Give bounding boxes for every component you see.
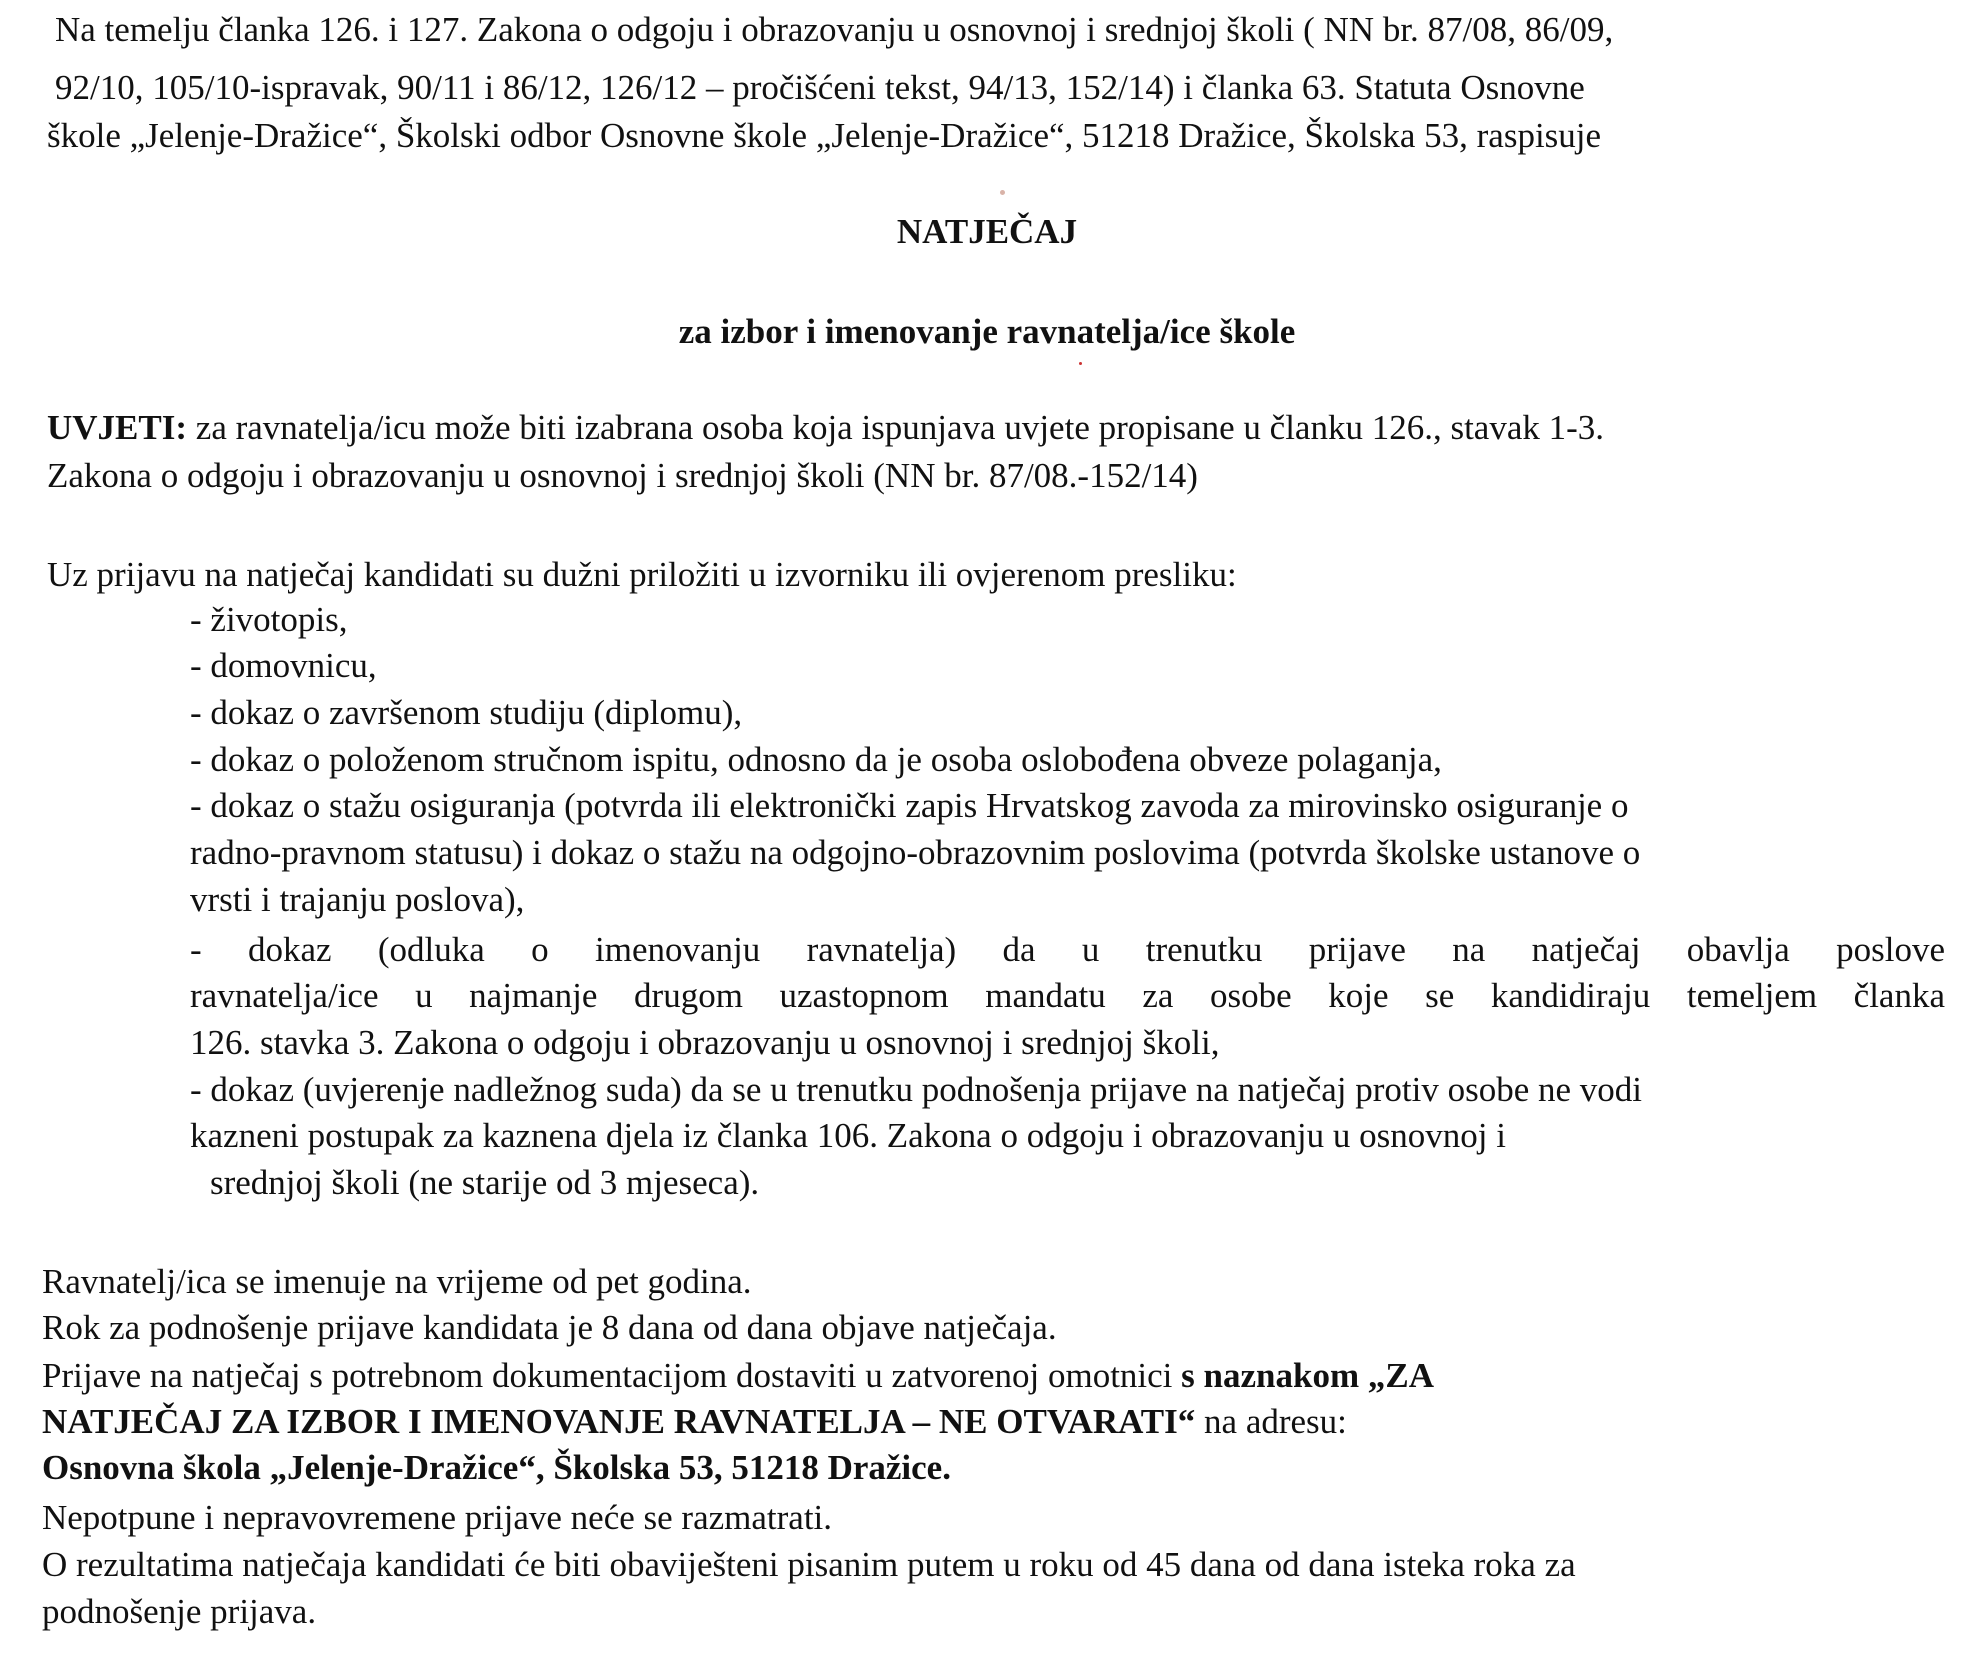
attachment-item: - dokaz o završenom studiju (diplomu), bbox=[190, 693, 743, 732]
attachment-item-continued: 126. stavka 3. Zakona o odgoju i obrazovanju u osnovnoj i srednjoj školi, bbox=[190, 1023, 1220, 1062]
incomplete-notice: Nepotpune i nepravovremene prijave neće se razmatrati. bbox=[42, 1498, 833, 1537]
attachment-item-continued: ravnatelja/ice u najmanje drugom uzastopnom mandatu za osobe koje se kandidiraju temeljem članka bbox=[190, 976, 1945, 1015]
term-text: Ravnatelj/ica se imenuje na vrijeme od pet godina. bbox=[42, 1262, 752, 1301]
envelope-marking: NATJEČAJ ZA IZBOR I IMENOVANJE RAVNATELJA – NE OTVARATI“ bbox=[42, 1402, 1196, 1441]
submission-line bbox=[42, 1356, 1434, 1396]
document-title: NATJEČAJ bbox=[896, 212, 1078, 251]
attachment-item-continued: radno-pravnom statusu) i dokaz o stažu na odgojno-obrazovnim poslovima (potvrda školske ustanove o bbox=[190, 833, 1641, 872]
intro-line-2: 92/10, 105/10-ispravak, 90/11 i 86/12, 126/12 – pročišćeni tekst, 94/13, 152/14) i članka 63. Statuta Osnovne bbox=[55, 68, 1585, 107]
scan-speck bbox=[1000, 190, 1005, 195]
marking-suffix: na adresu: bbox=[1195, 1402, 1347, 1441]
attachment-item: - dokaz o stažu osiguranja (potvrda ili elektronički zapis Hrvatskog zavoda za mirovinsko osiguranje o bbox=[190, 786, 1629, 825]
attachment-item: - životopis, bbox=[190, 600, 348, 639]
conditions-line-1 bbox=[47, 408, 1604, 448]
attachment-item: - dokaz o položenom stručnom ispitu, odnosno da je osoba oslobođena obveze polaganja, bbox=[190, 740, 1442, 779]
document-subtitle: za izbor i imenovanje ravnatelja/ice škole bbox=[678, 312, 1296, 351]
submission-text: Prijave na natječaj s potrebnom dokumentacijom dostaviti u zatvorenoj omotnici bbox=[42, 1356, 1182, 1395]
attachment-item: - domovnicu, bbox=[190, 646, 377, 685]
conditions-line-2: Zakona o odgoju i obrazovanju u osnovnoj i srednjoj školi (NN br. 87/08.-152/14) bbox=[47, 456, 1198, 495]
results-line-1: O rezultatima natječaja kandidati će biti obaviješteni pisanim putem u roku od 45 dana od dana isteka roka za bbox=[42, 1545, 1576, 1584]
attachment-item: - dokaz (odluka o imenovanju ravnatelja) da u trenutku prijave na natječaj obavlja poslove bbox=[190, 930, 1945, 969]
submission-marking-start: s naznakom „ZA bbox=[1181, 1356, 1434, 1395]
attachment-item-continued: srednjoj školi (ne starije od 3 mjeseca). bbox=[210, 1163, 760, 1202]
deadline-text: Rok za podnošenje prijave kandidata je 8 dana od dana objave natječaja. bbox=[42, 1308, 1057, 1347]
intro-line-3: škole „Jelenje-Dražice“, Školski odbor Osnovne škole „Jelenje-Dražice“, 51218 Dražice, Školska 53, raspisuje bbox=[47, 116, 1602, 155]
attachments-intro: Uz prijavu na natječaj kandidati su dužni priložiti u izvorniku ili ovjerenom presliku: bbox=[47, 555, 1237, 594]
scan-speck bbox=[1079, 362, 1082, 365]
conditions-label: UVJETI: bbox=[47, 408, 188, 447]
school-address: Osnovna škola „Jelenje-Dražice“, Školska 53, 51218 Dražice. bbox=[42, 1448, 951, 1487]
marking-line bbox=[42, 1402, 1347, 1442]
attachment-item-continued: vrsti i trajanju poslova), bbox=[190, 880, 525, 919]
intro-line-1: Na temelju članka 126. i 127. Zakona o odgoju i obrazovanju u osnovnoj i srednjoj školi ( NN br. 87/08, 86/09, bbox=[55, 10, 1614, 49]
attachment-item-continued: kazneni postupak za kaznena djela iz članka 106. Zakona o odgoju i obrazovanju u osnovnoj i bbox=[190, 1116, 1506, 1155]
conditions-text: za ravnatelja/icu može biti izabrana osoba koja ispunjava uvjete propisane u članku 126., stavak 1-3. bbox=[187, 408, 1605, 447]
attachment-item: - dokaz (uvjerenje nadležnog suda) da se u trenutku podnošenja prijave na natječaj protiv osobe ne vodi bbox=[190, 1070, 1643, 1109]
results-line-2: podnošenje prijava. bbox=[42, 1592, 317, 1631]
